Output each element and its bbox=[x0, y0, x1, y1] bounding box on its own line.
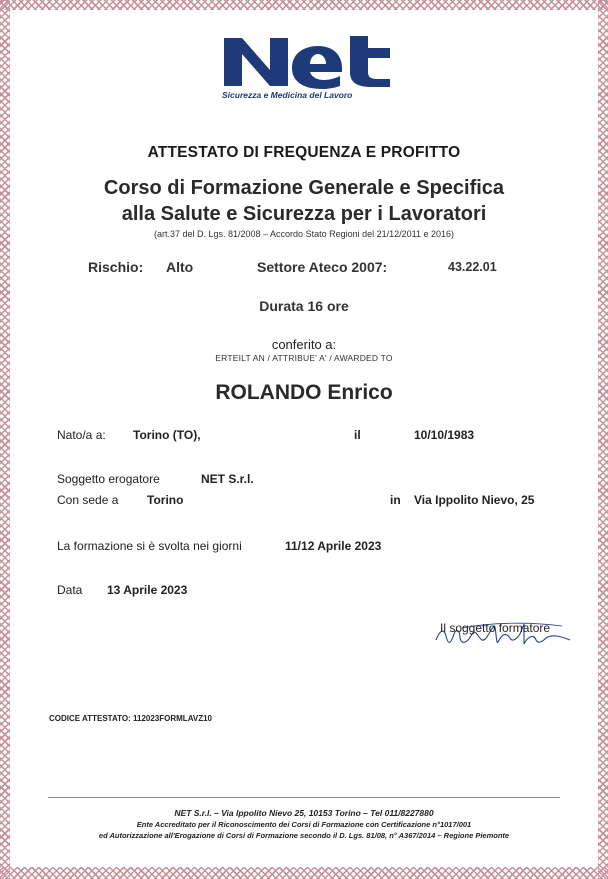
risk-label: Rischio: bbox=[88, 259, 144, 275]
net-logo bbox=[222, 34, 404, 102]
net-logo-mark bbox=[222, 34, 404, 92]
provider-label: Soggetto erogatore bbox=[57, 472, 160, 486]
provider-address: Via Ippolito Nievo, 25 bbox=[414, 493, 535, 507]
ateco-label: Settore Ateco 2007: bbox=[257, 259, 388, 275]
decorative-border-bottom bbox=[0, 867, 608, 879]
birth-place: Torino (TO), bbox=[133, 428, 201, 442]
training-days-label: La formazione si è svolta nei giorni bbox=[57, 539, 242, 553]
course-duration: Durata 16 ore bbox=[259, 298, 349, 314]
decorative-border-left bbox=[0, 0, 10, 879]
decorative-border-top bbox=[0, 0, 608, 10]
logo-tagline: Sicurezza e Medicina del Lavoro bbox=[222, 90, 353, 100]
birth-date-label: il bbox=[354, 428, 361, 442]
recipient-name: ROLANDO Enrico bbox=[215, 381, 393, 404]
footer-authorization: ed Autorizzazione all'Erogazione di Corsi di Formazione secondo il D. Lgs. 81/08, n° A367/2014 – Regione Piemonte bbox=[98, 831, 510, 840]
decorative-border-right bbox=[598, 0, 608, 879]
conferred-label: conferito a: bbox=[271, 337, 337, 352]
footer-divider bbox=[48, 797, 560, 798]
footer-address: NET S.r.l. – Via Ippolito Nievo 25, 10153 Torino – Tel 011/8227880 bbox=[174, 808, 434, 818]
ateco-value: 43.22.01 bbox=[448, 260, 497, 274]
birth-label: Nato/a a: bbox=[57, 428, 106, 442]
course-legal-reference: (art.37 del D. Lgs. 81/2008 – Accordo Stato Regioni del 21/12/2011 e 2016) bbox=[153, 229, 455, 239]
conferred-translations: ERTEILT AN / ATTRIBUE' A' / AWARDED TO bbox=[215, 353, 393, 363]
issue-date-label: Data bbox=[57, 583, 83, 597]
course-title-line2: alla Salute e Sicurezza per i Lavoratori bbox=[121, 203, 487, 225]
risk-value: Alto bbox=[166, 259, 194, 275]
issue-date-value: 13 Aprile 2023 bbox=[107, 583, 188, 597]
certificate-code: CODICE ATTESTATO: 112023FORMLAVZ10 bbox=[49, 714, 212, 723]
course-title-line1: Corso di Formazione Generale e Specifica bbox=[103, 177, 505, 199]
footer-accreditation: Ente Accreditato per il Riconoscimento dei Corsi di Formazione con Certificazione n°1017/001 bbox=[136, 820, 472, 829]
provider-name: NET S.r.l. bbox=[201, 472, 254, 486]
signature-label: Il soggetto formatore bbox=[440, 621, 551, 635]
training-days-value: 11/12 Aprile 2023 bbox=[285, 539, 382, 553]
provider-seat-label: Con sede a bbox=[57, 493, 119, 507]
birth-date: 10/10/1983 bbox=[414, 428, 475, 442]
certificate-heading: ATTESTATO DI FREQUENZA E PROFITTO bbox=[147, 144, 461, 161]
provider-city: Torino bbox=[147, 493, 184, 507]
provider-in-label: in bbox=[390, 493, 401, 507]
